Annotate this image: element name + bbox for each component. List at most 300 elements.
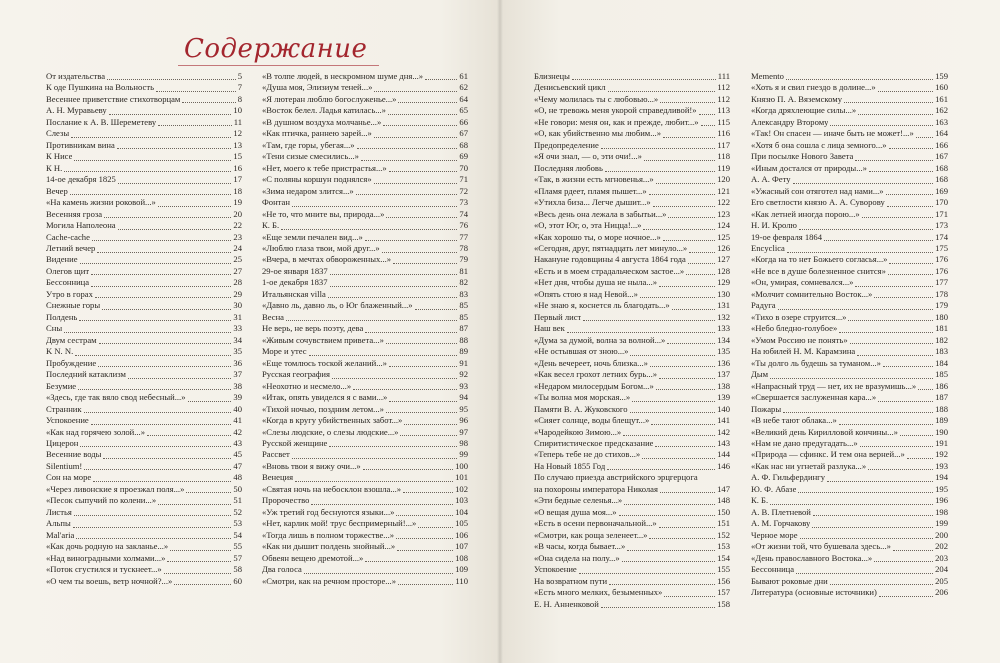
toc-dot-leader <box>812 527 933 528</box>
toc-entry <box>751 105 948 116</box>
toc-entry-title: Ю. Ф. Абазе <box>751 483 797 494</box>
toc-entry <box>751 174 948 185</box>
toc-dot-leader <box>900 435 933 436</box>
toc-entry <box>46 232 242 243</box>
toc-page-number: 156 <box>717 575 730 586</box>
toc-entry <box>751 335 948 346</box>
toc-page-number: 191 <box>935 438 948 448</box>
toc-entry-title: «О, как убийственно мы любим...» <box>534 128 661 139</box>
toc-entry <box>751 564 948 575</box>
toc-entry <box>534 484 730 495</box>
toc-page-number: 104 <box>455 506 468 517</box>
toc-page-number: 117 <box>717 139 730 150</box>
toc-dot-leader <box>916 137 933 138</box>
toc-page-number: 189 <box>935 415 948 426</box>
toc-entry <box>46 335 242 346</box>
toc-dot-leader <box>363 469 453 470</box>
toc-page-number: 96 <box>459 415 468 426</box>
toc-entry <box>46 323 242 334</box>
toc-page-number: 176 <box>935 265 948 276</box>
toc-dot-leader <box>667 343 715 344</box>
toc-entry-title: «Молчит сомнительно Восток...» <box>751 288 873 299</box>
toc-dot-leader <box>650 366 715 367</box>
toc-entry-title: К. Б. <box>751 495 769 506</box>
toc-entry-title: Наш век <box>534 323 565 334</box>
toc-entry <box>534 495 730 506</box>
toc-page-number: 123 <box>717 208 730 219</box>
toc-entry-title: Слезы <box>46 128 70 139</box>
toc-dot-leader <box>874 561 933 562</box>
toc-page-number: 28 <box>233 277 242 288</box>
toc-page-number: 103 <box>455 495 468 506</box>
toc-entry <box>751 232 948 243</box>
toc-dot-leader <box>374 137 458 138</box>
toc-page-number: 185 <box>935 369 948 380</box>
toc-entry-title: «От жизни той, что бушевала здесь...» <box>751 541 891 552</box>
toc-dot-leader <box>156 91 236 92</box>
toc-entry <box>534 117 730 128</box>
toc-page-number: 151 <box>717 518 730 529</box>
toc-entry-title: «Зима недаром злится...» <box>262 185 354 196</box>
toc-entry <box>751 449 948 460</box>
toc-dot-leader <box>396 515 453 516</box>
toc-page-number: 129 <box>717 277 730 288</box>
toc-dot-leader <box>655 446 715 447</box>
toc-page-number: 55 <box>233 541 242 552</box>
toc-entry-title: «Как птичка, раннею зарей...» <box>262 128 372 139</box>
toc-page-number: 111 <box>717 71 730 81</box>
toc-entry-title: «Эти бедные селенья...» <box>534 495 623 506</box>
toc-dot-leader <box>868 469 933 470</box>
toc-entry <box>534 449 730 460</box>
toc-entry <box>534 289 730 300</box>
toc-page-number: 130 <box>717 288 730 299</box>
toc-entry-title: «Когда в кругу убийственных забот...» <box>262 415 403 426</box>
toc-entry <box>534 82 730 93</box>
toc-page-number: 162 <box>935 105 948 116</box>
toc-entry <box>46 300 242 311</box>
toc-dot-leader <box>389 171 458 172</box>
toc-entry <box>262 105 468 116</box>
toc-page-number: 124 <box>717 220 730 231</box>
toc-entry-title: Безумие <box>46 380 77 391</box>
toc-dot-leader <box>64 332 231 333</box>
toc-entry <box>534 255 730 266</box>
toc-dot-leader <box>109 114 232 115</box>
toc-page-number: 11 <box>233 116 242 127</box>
toc-page-number: 152 <box>717 529 730 540</box>
toc-entry-title: Бывают роковые дни <box>751 575 828 586</box>
toc-entry-title: «Когда дряхлеющие силы...» <box>751 105 857 116</box>
toc-entry-title: Князю П. А. Вяземскому <box>751 93 843 104</box>
toc-page-number: 89 <box>459 346 468 357</box>
toc-entry-title: Венеция <box>262 472 294 483</box>
toc-dot-leader <box>330 286 458 287</box>
toc-page-number: 10 <box>233 105 242 116</box>
toc-entry <box>751 484 948 495</box>
toc-dot-leader <box>640 297 715 298</box>
toc-entry <box>751 461 948 472</box>
toc-dot-leader <box>572 79 716 80</box>
toc-entry <box>751 369 948 380</box>
toc-page-number: 194 <box>935 472 948 483</box>
toc-dot-leader <box>601 148 716 149</box>
toc-page-number: 132 <box>717 311 730 322</box>
toc-dot-leader <box>75 355 231 356</box>
toc-dot-leader <box>186 492 231 493</box>
toc-entry-title: Cache-cache <box>46 231 90 242</box>
toc-entry-title: на похороны императора Николая <box>534 483 658 494</box>
toc-page-number: 70 <box>459 162 468 173</box>
toc-entry-title: Бессонница <box>751 564 795 575</box>
toc-entry-title: 1-ое декабря 1837 <box>262 277 328 288</box>
toc-dot-leader <box>660 492 715 493</box>
toc-page-number: 31 <box>233 311 242 322</box>
toc-entry <box>46 461 242 472</box>
toc-entry <box>751 82 948 93</box>
toc-entry-title: «Когда на то нет Божьего согласья...» <box>751 254 888 265</box>
toc-entry-title: К оде Пушкина на Вольность <box>46 82 155 93</box>
toc-entry <box>751 472 948 483</box>
toc-entry-title: Утро в горах <box>46 288 93 299</box>
toc-entry <box>534 220 730 231</box>
toc-entry <box>46 576 242 587</box>
toc-dot-leader <box>117 148 232 149</box>
toc-entry-title: «Еще земли печален вид...» <box>262 231 363 242</box>
toc-entry <box>262 289 468 300</box>
toc-page-number: 97 <box>459 426 468 437</box>
toc-entry-title: «Есть в осени первоначальной...» <box>534 518 657 529</box>
toc-page-number: 30 <box>233 300 242 311</box>
toc-entry-title: «Песок сыпучий по колени...» <box>46 495 157 506</box>
toc-entry <box>534 358 730 369</box>
toc-page-number: 119 <box>717 162 730 173</box>
toc-entry-title: Пожары <box>751 403 782 414</box>
toc-entry <box>262 163 468 174</box>
toc-dot-leader <box>796 573 933 574</box>
toc-entry-title: Листья <box>46 506 72 517</box>
toc-dot-leader <box>855 286 933 287</box>
toc-dot-leader <box>104 217 231 218</box>
toc-entry-title: «Еще томлюсь тоской желаний...» <box>262 357 387 368</box>
toc-entry-title: «Пламя рдеет, пламя пышет...» <box>534 185 647 196</box>
toc-entry-title: «Ужасный сон отяготел над нами...» <box>751 185 884 196</box>
toc-entry-title: 19-ое февраля 1864 <box>751 231 823 242</box>
toc-entry <box>751 530 948 541</box>
toc-page-number: 205 <box>935 575 948 586</box>
toc-entry <box>751 576 948 587</box>
toc-dot-leader <box>386 343 458 344</box>
toc-page-number: 178 <box>935 288 948 299</box>
toc-dot-leader <box>607 469 715 470</box>
toc-dot-leader <box>80 263 232 264</box>
toc-page-number: 138 <box>717 380 730 391</box>
toc-entry-title: «В толпе людей, в нескромном шуме дня...» <box>262 71 424 81</box>
toc-entry-title: «День вечереет, ночь близка...» <box>534 357 648 368</box>
toc-entry-title: «О вещая душа моя...» <box>534 506 617 517</box>
toc-entry-title: «Слезы людские, о слезы людские...» <box>262 426 399 437</box>
toc-dot-leader <box>619 515 716 516</box>
toc-dot-leader <box>398 584 453 585</box>
toc-page-number: 141 <box>717 415 730 426</box>
toc-dot-leader <box>118 229 232 230</box>
toc-dot-leader <box>397 550 453 551</box>
toc-entry-title: «О, этот Юг, о, эта Ницца!...» <box>534 220 642 231</box>
toc-dot-leader <box>91 286 231 287</box>
toc-page-number: 88 <box>459 334 468 345</box>
toc-entry-title: «Смотри, как роща зеленеет...» <box>534 529 648 540</box>
toc-entry-title: «О чем ты воешь, ветр ночной?...» <box>46 575 173 586</box>
toc-dot-leader <box>699 114 716 115</box>
toc-entry <box>46 117 242 128</box>
toc-dot-leader <box>664 596 715 597</box>
toc-page-number: 148 <box>717 495 730 506</box>
toc-entry <box>534 541 730 552</box>
toc-page-number: 67 <box>459 128 468 139</box>
toc-entry <box>262 461 468 472</box>
toc-entry <box>46 358 242 369</box>
toc-entry <box>262 358 468 369</box>
toc-entry <box>751 243 948 254</box>
toc-page-number: 158 <box>717 598 730 609</box>
toc-entry <box>46 220 242 231</box>
toc-entry <box>534 530 730 541</box>
toc-dot-leader <box>425 79 457 80</box>
toc-page-number: 66 <box>459 116 468 127</box>
toc-entry-title: Странник <box>46 403 82 414</box>
toc-page-number: 69 <box>459 151 468 162</box>
toc-entry-title: А. М. Горчакову <box>751 518 811 529</box>
toc-dot-leader <box>374 91 457 92</box>
toc-dot-leader <box>798 492 933 493</box>
toc-dot-leader <box>883 366 933 367</box>
toc-page-number: 164 <box>935 128 948 139</box>
toc-page-number: 33 <box>233 323 242 334</box>
toc-entry <box>46 530 242 541</box>
toc-entry <box>751 128 948 139</box>
toc-page-number: 160 <box>935 82 948 93</box>
toc-page-number: 76 <box>459 220 468 231</box>
toc-entry <box>534 105 730 116</box>
toc-dot-leader <box>103 458 231 459</box>
toc-entry-title: «Как над горячею золой...» <box>46 426 146 437</box>
toc-page-number: 154 <box>717 552 730 563</box>
toc-entry-title: Итальянская villa <box>262 288 326 299</box>
toc-entry-title: А. В. Плетневой <box>751 506 811 517</box>
toc-page-number: 203 <box>935 552 948 563</box>
toc-dot-leader <box>309 355 458 356</box>
toc-entry <box>534 243 730 254</box>
toc-dot-leader <box>686 274 715 275</box>
toc-dot-leader <box>64 171 231 172</box>
toc-entry-title: «Итак, опять увиделся я с вами...» <box>262 392 388 403</box>
toc-page-number: 8 <box>237 93 242 104</box>
toc-page-number: 118 <box>717 151 730 162</box>
toc-entry-title: Александру Второму <box>751 116 829 127</box>
toc-entry <box>534 553 730 564</box>
toc-entry <box>262 553 468 564</box>
toc-entry-title: На юбилей Н. М. Карамзина <box>751 346 856 357</box>
toc-entry <box>46 449 242 460</box>
toc-entry-title: Накануне годовщины 4 августа 1864 года <box>534 254 686 265</box>
toc-entry <box>262 128 468 139</box>
toc-page-number: 177 <box>935 277 948 288</box>
toc-entry-title: «Здесь, где так вяло свод небесный...» <box>46 392 186 403</box>
toc-dot-leader <box>91 424 232 425</box>
toc-dot-leader <box>651 424 715 425</box>
toc-dot-leader <box>855 160 933 161</box>
toc-entry <box>46 277 242 288</box>
toc-entry-title: «Чародейкою Зимою...» <box>534 426 622 437</box>
page-title: Содержание <box>184 34 368 64</box>
toc-entry-title: «Дума за думой, волна за волной...» <box>534 334 666 345</box>
toc-entry-title: «Люблю глаза твои, мой друг...» <box>262 243 380 254</box>
toc-entry-title: Спиритистическое предсказание <box>534 438 654 448</box>
toc-dot-leader <box>98 366 231 367</box>
toc-page-number: 174 <box>935 231 948 242</box>
toc-dot-leader <box>382 252 458 253</box>
toc-dot-leader <box>286 320 457 321</box>
toc-dot-leader <box>858 114 933 115</box>
toc-entry <box>534 266 730 277</box>
toc-page-number: 128 <box>717 265 730 276</box>
toc-entry <box>46 484 242 495</box>
toc-dot-leader <box>839 424 933 425</box>
toc-entry-title: «Как весел грохот летних бурь...» <box>534 369 658 380</box>
toc-dot-leader <box>73 527 232 528</box>
toc-dot-leader <box>799 229 933 230</box>
toc-entry <box>46 105 242 116</box>
toc-page-number: 64 <box>459 93 468 104</box>
toc-page-number: 73 <box>459 197 468 208</box>
toc-dot-leader <box>918 389 933 390</box>
toc-entry <box>534 312 730 323</box>
toc-entry <box>534 335 730 346</box>
toc-dot-leader <box>365 561 453 562</box>
toc-dot-leader <box>907 458 933 459</box>
toc-page-number: 74 <box>459 208 468 219</box>
toc-entry <box>751 117 948 128</box>
toc-entry-title: Encyclica <box>751 243 785 254</box>
toc-dot-leader <box>579 573 715 574</box>
toc-page-number: 108 <box>455 552 468 563</box>
toc-entry-title: Море и утес <box>262 346 307 357</box>
toc-dot-leader <box>800 538 934 539</box>
toc-entry <box>751 404 948 415</box>
toc-entry-title: «Тихо в озере струится...» <box>751 311 847 322</box>
toc-entry <box>534 300 730 311</box>
toc-entry-title: «Так! Он спасен — иначе быть не может!...» <box>751 128 914 139</box>
toc-dot-leader <box>663 137 715 138</box>
toc-entry-title: Предопределение <box>534 139 599 150</box>
toc-entry <box>534 392 730 403</box>
toc-page-number: 68 <box>459 139 468 150</box>
toc-page-number: 188 <box>935 403 948 414</box>
toc-entry <box>46 197 242 208</box>
toc-entry <box>751 209 948 220</box>
toc-entry-title: «Как нас ни угнетай разлука...» <box>751 460 867 471</box>
toc-entry-title: «Нет дня, чтобы душа не ныла...» <box>534 277 658 288</box>
toc-entry-title: «Теперь тебе не до стихов...» <box>534 449 641 460</box>
toc-dot-leader <box>365 332 457 333</box>
toc-page-number: 134 <box>717 334 730 345</box>
toc-dot-leader <box>659 527 715 528</box>
toc-page-number: 147 <box>717 483 730 494</box>
toc-dot-leader <box>84 469 231 470</box>
toc-entry <box>534 576 730 587</box>
toc-page-number: 126 <box>717 243 730 254</box>
toc-page-number: 52 <box>233 506 242 517</box>
toc-dot-leader <box>158 125 232 126</box>
toc-dot-leader <box>888 274 933 275</box>
toc-entry <box>262 186 468 197</box>
toc-page-number: 87 <box>459 323 468 334</box>
toc-page-number: 37 <box>233 369 242 380</box>
toc-entry <box>262 312 468 323</box>
toc-page-number: 150 <box>717 506 730 517</box>
toc-page-number: 168 <box>935 174 948 185</box>
toc-entry-title: «Не знаю я, коснется ль благодать...» <box>534 300 670 311</box>
toc-dot-leader <box>783 412 933 413</box>
toc-entry <box>751 94 948 105</box>
toc-entry-title: «Есть и в моем страдальческом застое...» <box>534 265 685 276</box>
toc-page-number: 39 <box>233 392 242 403</box>
toc-entry-title: Последний катаклизм <box>46 369 126 380</box>
toc-page-number: 122 <box>717 197 730 208</box>
toc-dot-leader <box>84 412 232 413</box>
toc-dot-leader <box>839 332 933 333</box>
toc-page-number: 109 <box>455 564 468 575</box>
toc-page-number: 83 <box>459 288 468 299</box>
toc-entry <box>751 553 948 564</box>
toc-page-number: 163 <box>935 116 948 127</box>
toc-entry <box>46 186 242 197</box>
toc-entry <box>751 151 948 162</box>
toc-entry-title: Близнецы <box>534 71 570 81</box>
toc-entry-title: «О, не тревожь меня укорой справедливой!» <box>534 105 697 116</box>
toc-entry <box>46 266 242 277</box>
toc-page-number: 169 <box>935 185 948 196</box>
toc-page-number: 184 <box>935 357 948 368</box>
toc-entry <box>46 289 242 300</box>
toc-entry <box>534 381 730 392</box>
toc-dot-leader <box>624 504 715 505</box>
toc-page-number: 98 <box>459 438 468 448</box>
toc-entry-title: «Давно ль, давно ль, о Юг блаженный...» <box>262 300 413 311</box>
toc-dot-leader <box>91 274 231 275</box>
toc-dot-leader <box>622 561 715 562</box>
toc-entry-title: «Умом Россию не понять» <box>751 334 848 345</box>
toc-dot-leader <box>398 102 457 103</box>
toc-entry-title: При посылке Нового Завета <box>751 151 854 162</box>
toc-page-number: 142 <box>717 426 730 437</box>
toc-entry <box>46 507 242 518</box>
toc-entry-title: «Хотя б она сошла с лица земного...» <box>751 139 887 150</box>
toc-dot-leader <box>830 125 933 126</box>
toc-entry <box>262 449 468 460</box>
toc-entry-title: На возвратном пути <box>534 575 608 586</box>
toc-entry <box>534 461 730 472</box>
toc-entry-title: «Иным достался от природы...» <box>751 162 867 173</box>
toc-page-number: 48 <box>233 472 242 483</box>
toc-page-number: 192 <box>935 449 948 460</box>
toc-entry <box>751 255 948 266</box>
toc-dot-leader <box>878 401 933 402</box>
toc-page-number: 102 <box>455 483 468 494</box>
toc-entry <box>46 564 242 575</box>
toc-entry <box>46 151 242 162</box>
toc-dot-leader <box>158 504 231 505</box>
